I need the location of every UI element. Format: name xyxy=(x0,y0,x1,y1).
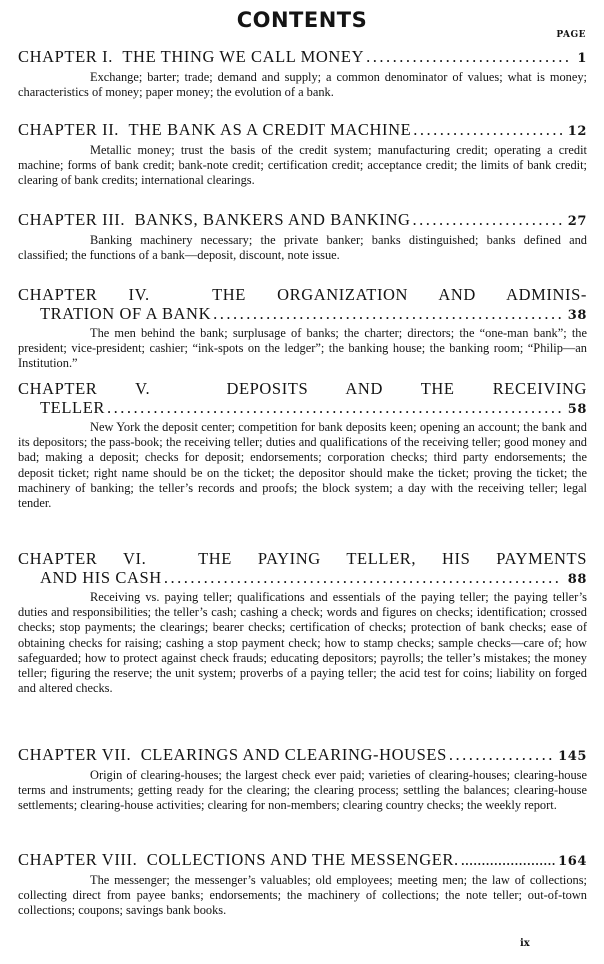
chapter-summary: New York the deposit center; competition for bank deposits keen; opening an account; the bank and its depositors; the pass-book; the receiving teller; duties and qualifications of the receiving teller; good money and bad; making a deposit; checks for deposit; endorsements; corporation checks; third party endorsements; the deposit ticket; right name should be on the ticket; the depositor should make the ticket; proving the ticket; the machinery of banking; the teller’s records and proofs; the block system; a day with the receiving teller; legal tender. xyxy=(18,420,587,511)
chapter-heading xyxy=(18,211,587,232)
page-folio: ix xyxy=(520,938,530,949)
chapter-title-continued: TRATION OF A BANK xyxy=(40,303,212,323)
chapter-heading-line-1 xyxy=(18,380,587,399)
chapter-title: COLLECTIONS AND THE MESSENGER. xyxy=(146,850,459,869)
chapter-title-continued: TELLER xyxy=(40,397,105,417)
chapter-7-entry xyxy=(18,746,587,813)
chapter-6-entry xyxy=(18,550,587,696)
chapter-5-entry xyxy=(18,380,587,511)
chapter-page-number: 1 xyxy=(577,51,587,66)
chapter-title: THE PAYING TELLER, HIS PAYMENTS xyxy=(198,549,587,568)
chapter-title: THE BANK AS A CREDIT MACHINE xyxy=(128,120,412,139)
chapter-title: THE THING WE CALL MONEY xyxy=(122,47,365,66)
chapter-heading-line-2 xyxy=(18,305,587,326)
page-title: CONTENTS xyxy=(236,8,368,32)
chapter-title: THE ORGANIZATION AND ADMINIS- xyxy=(212,285,588,304)
chapter-2-entry xyxy=(18,121,587,188)
chapter-heading-line-2 xyxy=(18,569,587,590)
page-column-label: PAGE xyxy=(556,30,586,40)
chapter-label: CHAPTER III. xyxy=(18,210,126,229)
chapter-page-number: 12 xyxy=(567,124,587,139)
dot-leader xyxy=(413,211,562,230)
dot-leader xyxy=(366,48,571,67)
dot-leader xyxy=(107,399,562,418)
chapter-4-entry xyxy=(18,286,587,372)
chapter-heading-line-2 xyxy=(18,399,587,420)
chapter-title: DEPOSITS AND THE RECEIVING xyxy=(226,379,587,398)
chapter-8-entry xyxy=(18,851,587,918)
chapter-label: CHAPTER VI. xyxy=(18,549,147,568)
chapter-summary: Receiving vs. paying teller; qualifications and essentials of the paying teller; the paying teller’s duties and responsibilities; the teller’s cash; cashing a check; words and figures on checks; identification; crossed checks; stop payments; the clearings; bearer checks; certification of checks; protection of bank checks; ease of obtaining checks for raising; cashing a stop payment check; how to stamp checks; sample checks—care of; how safeguarded; how to protect against check frauds; educating depositors; payrolls; the teller’s mistakes; the money teller; figuring the reserve; the unit system; proverbs of a paying teller; the acid test for coins; liability on forged and altered checks. xyxy=(18,590,587,696)
chapter-label: CHAPTER IV. xyxy=(18,285,150,304)
chapter-page-number: 145 xyxy=(558,749,587,764)
chapter-heading xyxy=(18,48,587,69)
chapter-label: CHAPTER V. xyxy=(18,379,151,398)
chapter-3-entry xyxy=(18,211,587,263)
dot-leader xyxy=(449,746,552,765)
dot-leader xyxy=(461,851,556,870)
chapter-summary: The messenger; the messenger’s valuables; old employees; meeting men; the law of collections; collecting direct from payee banks; endorsements; the machinery of collections; the note teller; out-of-town collections; coupons; savings bank books. xyxy=(18,872,587,917)
chapter-heading xyxy=(18,746,587,767)
chapter-summary: Origin of clearing-houses; the largest check ever paid; varieties of clearing-houses; clearing-house terms and instruments; getting ready for the clearing; the clearing process; settling the balances; clearing-house settlements; clearing-house activities; clearing for non-members; clearing country checks; the weekly report. xyxy=(18,767,587,812)
chapter-summary: Banking machinery necessary; the private banker; banks distinguished; banks defined and classified; the functions of a bank—deposit, discount, note issue. xyxy=(18,232,587,262)
dot-leader xyxy=(164,569,562,588)
chapter-title-continued: AND HIS CASH xyxy=(40,567,162,587)
chapter-page-number: 164 xyxy=(558,854,587,869)
chapter-page-number: 58 xyxy=(567,401,587,417)
chapter-1-entry xyxy=(18,48,587,100)
dot-leader xyxy=(213,305,562,324)
chapter-label: CHAPTER I. xyxy=(18,47,113,66)
chapter-heading-line-1 xyxy=(18,550,587,569)
chapter-summary: Exchange; barter; trade; demand and supply; a common denominator of values; what is money; characteristics of money; paper money; the evolution of a bank. xyxy=(18,69,587,99)
chapter-heading xyxy=(18,851,587,872)
chapter-page-number: 27 xyxy=(567,214,587,229)
chapter-heading xyxy=(18,121,587,142)
dot-leader xyxy=(413,121,561,140)
chapter-label: CHAPTER VII. xyxy=(18,745,132,764)
chapter-page-number: 38 xyxy=(567,307,587,323)
chapter-page-number: 88 xyxy=(567,571,587,587)
chapter-title: BANKS, BANKERS AND BANKING xyxy=(134,210,411,229)
chapter-label: CHAPTER II. xyxy=(18,120,120,139)
chapter-summary: The men behind the bank; surplusage of banks; the charter; directors; the “one-man bank”; the president; vice-president; cashier; “ink-spots on the ledger”; the banking house; the banking room; “Philip—an Institution.” xyxy=(18,326,587,371)
chapter-heading-line-1 xyxy=(18,286,587,305)
chapter-title: CLEARINGS AND CLEARING-HOUSES xyxy=(140,745,447,764)
chapter-summary: Metallic money; trust the basis of the credit system; manufacturing credit; operating a credit machine; forms of bank credit; bank-note credit; certification credit; acceptance credit; the limits of bank credit; clearing of bank credits; international clearings. xyxy=(18,142,587,187)
chapter-label: CHAPTER VIII. xyxy=(18,850,138,869)
